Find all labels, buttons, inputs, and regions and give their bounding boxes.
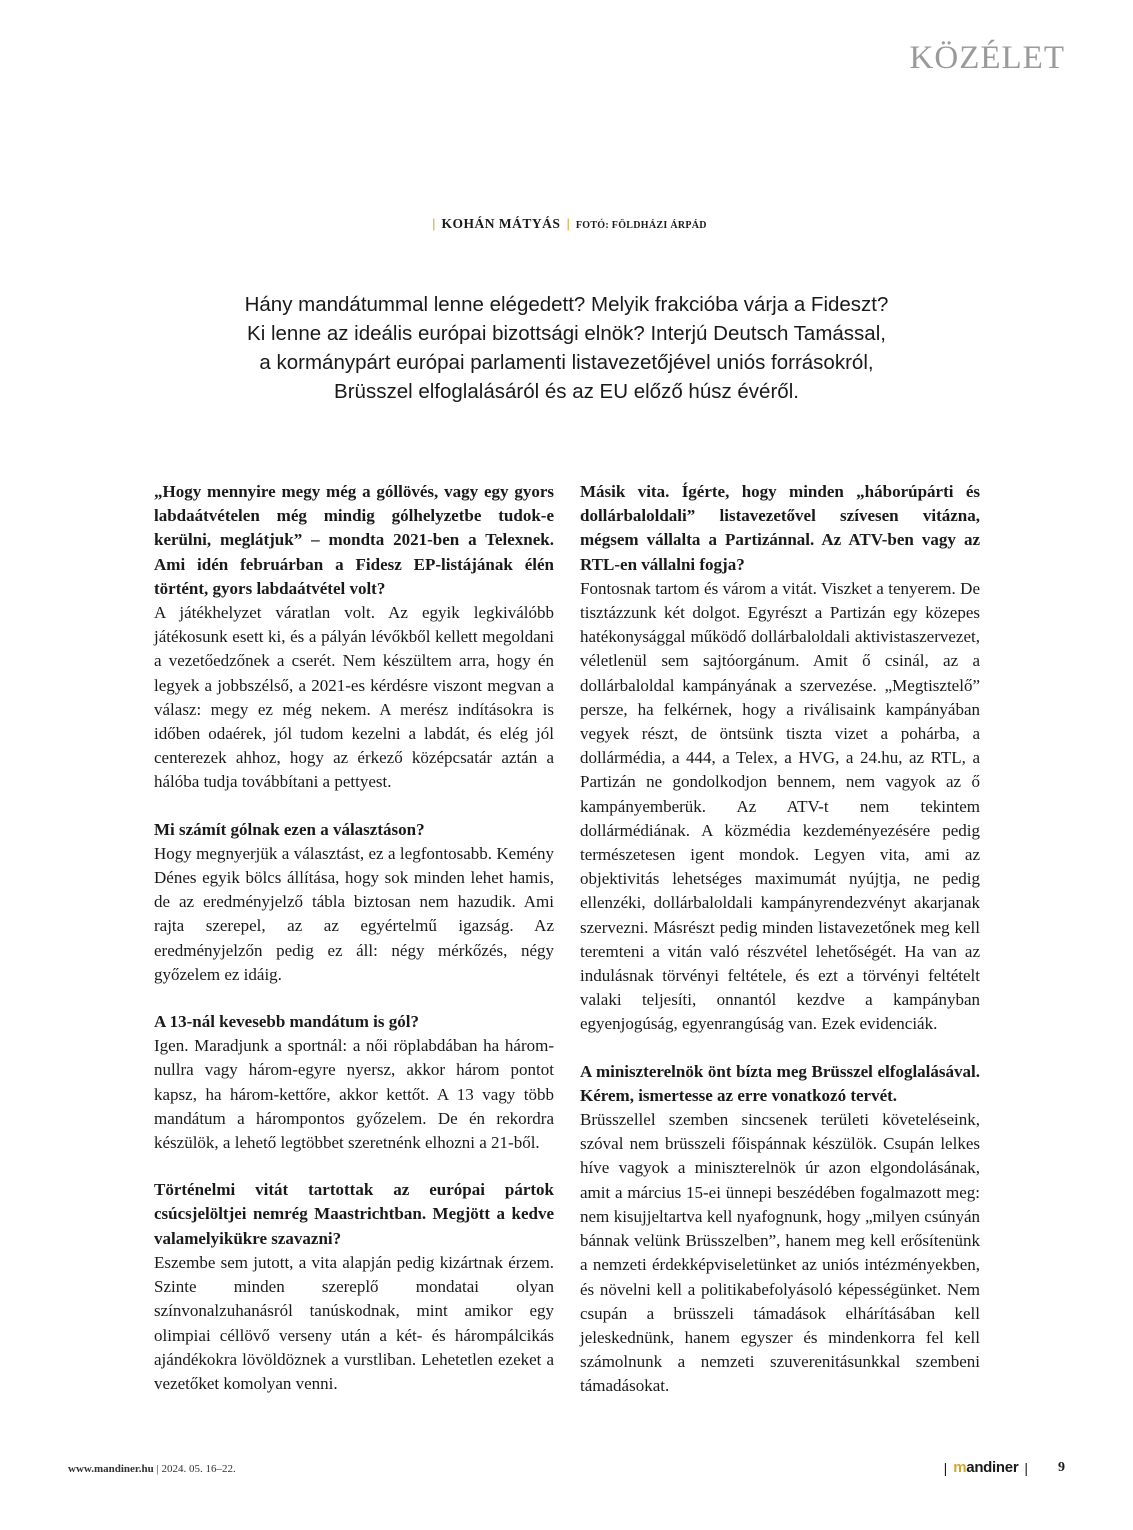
byline-divider: | — [566, 216, 570, 231]
interview-question: A miniszterelnök önt bízta meg Brüsszel elfoglalásával. Kérem, ismertesse az erre vonatkozó tervét. — [580, 1061, 980, 1105]
right-column — [580, 480, 980, 1399]
interview-answer: Eszembe sem jutott, a vita alapján pedig kizártnak érzem. Szinte minden szereplő mondatai olyan színvonalzuhanásról tanúskodnak, mint amikor egy olimpiai céllövő verseny után a két- és hárompálcikás ajándékokra lövöldöznek a vurstliban. Lehetetlen ezeket a vezetőket komolyan venni. — [154, 1252, 554, 1393]
section-label: KÖZÉLET — [909, 40, 1065, 76]
interview-question: Mi számít gólnak ezen a választáson? — [154, 819, 425, 839]
footer-site[interactable]: www.mandiner.hu — [68, 1463, 154, 1475]
interview-question: Másik vita. Ígérte, hogy minden „háborúpárti és dollárbaloldali” listavezetővel szívesen vitázna, mégsem vállalta a Partizánnal. Az ATV-ben vagy az RTL-en vállalni fogja? — [580, 482, 980, 574]
footer-left: www.mandiner.hu | 2024. 05. 16–22. — [68, 1463, 236, 1475]
logo-divider: | — [1024, 1459, 1028, 1476]
interview-answer: Hogy megnyerjük a választást, ez a legfontosabb. Kemény Dénes egyik bölcs állítása, hogy sok minden lehet hamis, de az eredményjelző tábla biztosan nem hazudik. Ami rajta szerepel, az az egyértelmű igazság. Az eredményjelzőn pedig ez áll: négy mérkőzés, négy győzelem ez idáig. — [154, 843, 554, 984]
byline-photo-credit: FOTÓ: FÖLDHÁZI ÁRPÁD — [575, 220, 707, 231]
byline-divider: | — [432, 216, 436, 231]
footer-date: 2024. 05. 16–22. — [161, 1463, 236, 1475]
byline-author: KOHÁN MÁTYÁS — [441, 216, 561, 231]
byline — [0, 216, 1133, 232]
lead-paragraph — [170, 290, 963, 406]
mandiner-logo — [953, 1459, 1018, 1476]
lead-line: Ki lenne az ideális európai bizottsági elnök? Interjú Deutsch Tamással, — [247, 322, 886, 345]
logo-initial: m — [953, 1459, 967, 1476]
left-column — [154, 480, 554, 1396]
interview-answer: Fontosnak tartom és várom a vitát. Viszket a tenyerem. De tisztázzunk két dolgot. Egyrészt a Partizán egy közepes hatékonysággal működő dollárbaloldali aktivistaszervezet, véletlenül sem sajtóorgánum. Amit ő csinál, az a dollárbaloldal kampányának a szervezése. „Megtisztelő” persze, ha felkérnek, hogy a riválisaink kampányában vegyek részt, de öntsünk tiszta vizet a pohárba, a dollármédia, a 444, a Telex, a HVG, a 24.hu, az RTL, a Partizán ne gondolkodjon bennem, nem vagyok az ő kampányemberük. Az ATV-t nem tekintem dollármédiának. A közmédia kezdeményezésére pedig természetesen igent mondok. Legyen vita, ami az objektivitás lehetséges maximumát nyújtja, ne pedig ellenzéki, dollárbaloldali kampányrendezvényt akarjanak szervezni. Másrészt pedig minden listavezetőnek meg kell teremteni a vitán való részvétel lehetőségét. Ha van az indulásnak törvényi feltétele, és ezt a törvényi feltételt valaki teljesíti, onnantól kezdve a kampányban egyenjogúság, egyenrangúság van. Ezek evidenciák. — [580, 578, 980, 1034]
logo-rest: andiner — [966, 1459, 1019, 1476]
interview-question: „Hogy mennyire megy még a góllövés, vagy egy gyors labdaátvételen még mindig gólhelyzetbe tudok-e kerülni, meglátjuk” – mondta 2021-ben a Telexnek. Ami idén februárban a Fidesz EP-listájának élén történt, gyors labdaátvétel volt? — [154, 482, 554, 598]
page-number: 9 — [1058, 1459, 1065, 1475]
logo-divider: | — [943, 1459, 948, 1476]
interview-question: Történelmi vitát tartottak az európai pártok csúcsjelöltjei nemrég Maastrichtban. Megjött a kedve valamelyikükre szavazni? — [154, 1180, 554, 1248]
interview-question: A 13-nál kevesebb mandátum is gól? — [154, 1012, 419, 1032]
lead-line: Hány mandátummal lenne elégedett? Melyik frakcióba várja a Fideszt? — [244, 293, 889, 316]
lead-line: Brüsszel elfoglalásáról és az EU előző húsz évéről. — [334, 380, 799, 403]
footer-right — [944, 1459, 1065, 1476]
interview-answer: Brüsszellel szemben sincsenek területi követeléseink, szóval nem brüsszeli főispánnak készülök. Csupán lelkes híve vagyok a miniszterelnök úr azon elgondolásának, amit a március 15-ei ünnepi beszédében fogalmazott meg: nem kisujjeltartva kell nyafognunk, hogy „milyen csúnyán bánnak velünk Brüsszelben”, hanem meg kell erősítenünk a nemzeti érdekképviseletünket az uniós intézményekben, és növelni kell a politikabefolyásoló képességünket. Nem csupán a brüsszeli támadások elhárításában kell jeleskednünk, hanem egyszer és mindenkorra fel kell számolnunk a nemzeti szuverenitásunkkal szembeni támadásokat. — [580, 1110, 980, 1396]
interview-answer: Igen. Maradjunk a sportnál: a női röplabdában ha három-nullra vagy három-egyre nyersz, akkor három pontot kapsz, ha három-kettőre, akkor kettőt. A 13 vagy több mandátum a hárompontos győzelem. De én rekordra készülök, a lehető legtöbbet szeretnénk elhozni a 21-ből. — [154, 1036, 554, 1153]
lead-line: a kormánypárt európai parlamenti listavezetőjével uniós forrásokról, — [259, 351, 874, 374]
interview-answer: A játékhelyzet váratlan volt. Az egyik legkiválóbb játékosunk esett ki, és a pályán lévőkből kellett megoldani a vezetőedzőnek a cserét. Nem készültem arra, hogy én legyek a jobbszélső, a 2021-es kérdésre viszont megvan a válasz: megy ez még nekem. A merész indításokra is időben odaérek, jól tudom kezelni a labdát, és elég jól centerezek ahhoz, hogy az érkező középcsatár aztán a hálóba tudja továbbítani a pettyest. — [154, 603, 554, 792]
